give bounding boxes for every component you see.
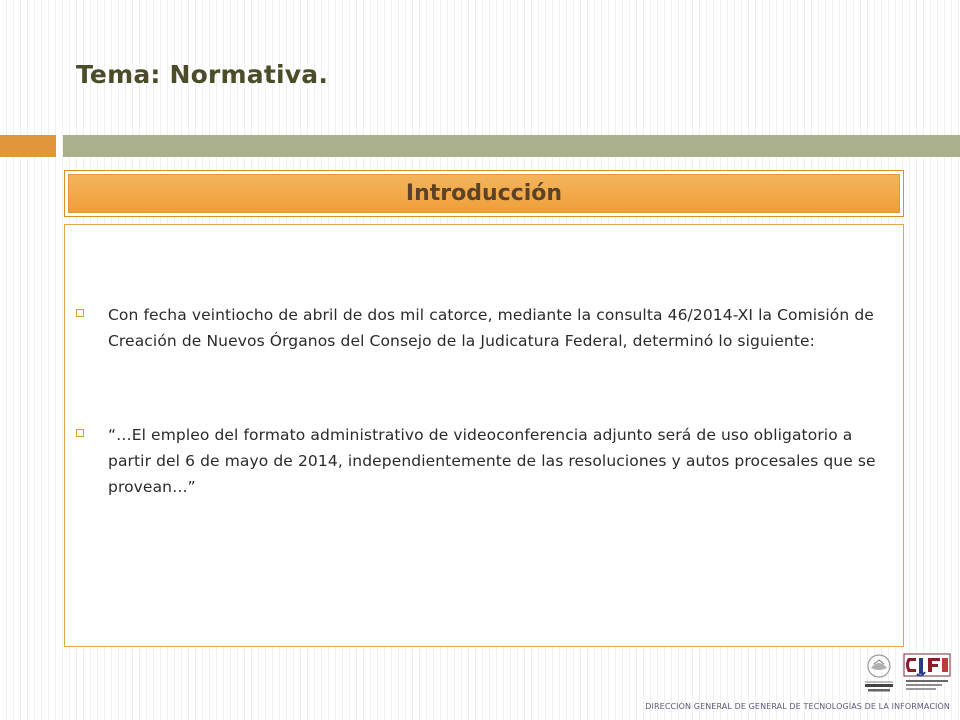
bullet-item xyxy=(76,422,886,500)
slide-title: Tema: Normativa. xyxy=(76,60,329,89)
bullet-item xyxy=(76,302,886,354)
square-bullet-icon xyxy=(76,309,84,317)
bullet-text: “…El empleo del formato administrativo de videoconferencia adjunto será de uso obligatorio a partir del 6 de mayo de 2014, independientemente de las resoluciones y autos procesales que se provean…” xyxy=(108,426,876,496)
square-bullet-icon xyxy=(76,429,84,437)
header-accent-bar-orange xyxy=(0,135,56,157)
header-accent-bar-green xyxy=(63,135,960,157)
cjf-logo xyxy=(902,652,952,696)
intro-banner xyxy=(64,170,904,217)
poder-judicial-logo xyxy=(857,652,901,696)
bullet-text: Con fecha veintiocho de abril de dos mil catorce, mediante la consulta 46/2014-XI la Comisión de Creación de Nuevos Órganos del Consejo de la Judicatura Federal, determinó lo siguiente: xyxy=(108,306,874,350)
footer-department-label: DIRECCIÓN GENERAL DE GENERAL DE TECNOLOGÍAS DE LA INFORMACIÓN xyxy=(645,702,950,711)
intro-banner-label: Introducción xyxy=(405,181,563,206)
